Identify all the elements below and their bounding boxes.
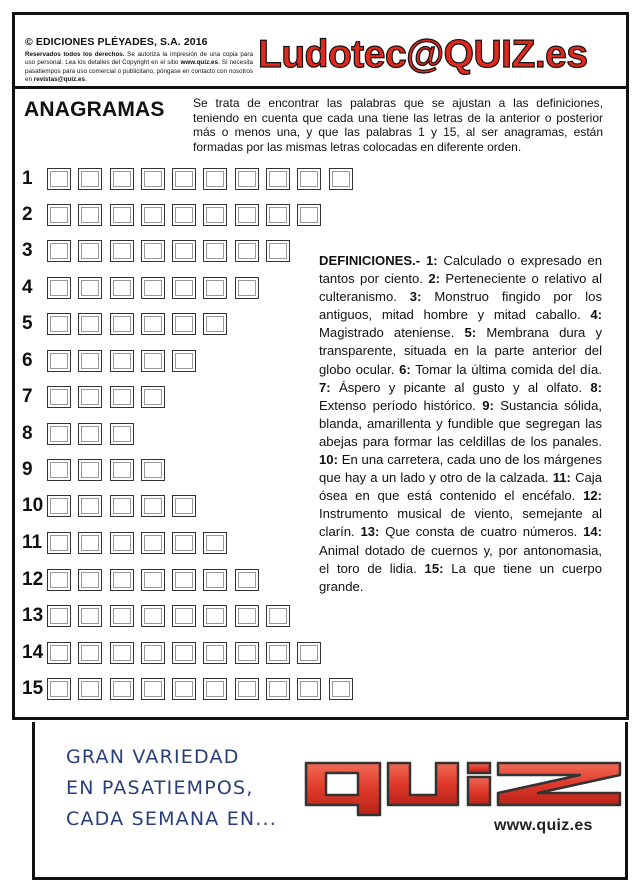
letter-box[interactable]	[78, 386, 102, 408]
letter-box[interactable]	[78, 277, 102, 299]
answer-row	[47, 605, 297, 627]
letter-box[interactable]	[47, 569, 71, 591]
row-number: 9	[22, 459, 33, 480]
letter-box[interactable]	[110, 423, 134, 445]
letter-box[interactable]	[78, 495, 102, 517]
letter-box[interactable]	[47, 350, 71, 372]
definition-text: Tomar la última comida del día.	[410, 361, 602, 377]
letter-box[interactable]	[297, 678, 321, 700]
letter-box[interactable]	[235, 678, 259, 700]
letter-box[interactable]	[235, 569, 259, 591]
row-number: 8	[22, 423, 33, 444]
letter-box[interactable]	[235, 605, 259, 627]
answer-row	[47, 277, 266, 299]
letter-box[interactable]	[172, 569, 196, 591]
definition-text: Monstruo fingido por los antiguos, mitad hombre y mitad caballo.	[319, 289, 602, 323]
letter-box[interactable]	[203, 678, 227, 700]
puzzle-title: ANAGRAMAS	[24, 98, 165, 121]
letter-box[interactable]	[47, 386, 71, 408]
letter-box[interactable]	[47, 605, 71, 627]
letter-box[interactable]	[141, 313, 165, 335]
letter-box[interactable]	[47, 168, 71, 190]
letter-box[interactable]	[78, 204, 102, 226]
definition-text: Caja ósea en que está contenido el encéfalo.	[319, 470, 603, 504]
answer-row	[47, 532, 235, 554]
row-number: 7	[22, 386, 33, 407]
ad-line: EN PASATIEMPOS,	[66, 777, 254, 799]
letter-box[interactable]	[266, 204, 290, 226]
definitions-list	[319, 253, 602, 594]
letter-box[interactable]	[172, 605, 196, 627]
letter-box[interactable]	[141, 386, 165, 408]
letter-box[interactable]	[110, 495, 134, 517]
definition-number: 4:	[580, 307, 602, 323]
letter-box[interactable]	[266, 678, 290, 700]
letter-box[interactable]	[47, 495, 71, 517]
letter-box[interactable]	[235, 642, 259, 664]
answer-row	[47, 459, 172, 481]
answer-row	[47, 495, 203, 517]
definition-number: 14:	[577, 524, 603, 540]
row-number: 2	[22, 204, 33, 225]
letter-box[interactable]	[203, 204, 227, 226]
definition-number: 9:	[475, 397, 494, 413]
letter-box[interactable]	[141, 240, 165, 262]
letter-box[interactable]	[203, 277, 227, 299]
letter-box[interactable]	[203, 240, 227, 262]
letter-box[interactable]	[47, 678, 71, 700]
letter-box[interactable]	[110, 240, 134, 262]
definitions-block	[319, 252, 602, 596]
letter-box[interactable]	[110, 313, 134, 335]
definition-number: 6:	[394, 361, 411, 377]
letter-box[interactable]	[141, 277, 165, 299]
letter-box[interactable]	[78, 168, 102, 190]
letter-box[interactable]	[110, 642, 134, 664]
answer-row	[47, 350, 203, 372]
letter-box[interactable]	[47, 532, 71, 554]
letter-box[interactable]	[47, 459, 71, 481]
letter-box[interactable]	[141, 459, 165, 481]
letter-box[interactable]	[203, 605, 227, 627]
letter-box[interactable]	[172, 642, 196, 664]
definition-number: 10:	[319, 452, 338, 468]
letter-box[interactable]	[172, 277, 196, 299]
letter-box[interactable]	[266, 605, 290, 627]
answer-row	[47, 386, 172, 408]
letter-box[interactable]	[141, 532, 165, 554]
row-number: 14	[22, 642, 44, 663]
letter-box[interactable]	[47, 423, 71, 445]
letter-box[interactable]	[78, 532, 102, 554]
letter-box[interactable]	[78, 350, 102, 372]
letter-box[interactable]	[172, 168, 196, 190]
definition-text: Magistrado ateniense.	[319, 325, 455, 341]
letter-box[interactable]	[329, 678, 353, 700]
letter-box[interactable]	[172, 678, 196, 700]
definition-text: Que consta de cuatro números.	[379, 524, 578, 540]
definition-number: 12:	[575, 488, 603, 504]
definition-text: La que tiene un cuerpo grande.	[319, 560, 602, 594]
row-number: 5	[22, 313, 33, 334]
definition-text: Sustancia sólida, blanda, amarillenta y fundible que segregan las abejas para formar las celdillas de los panales.	[319, 397, 603, 449]
definition-text: Extenso período histórico.	[319, 397, 476, 413]
letter-box[interactable]	[47, 277, 71, 299]
row-number: 1	[22, 168, 33, 189]
letter-box[interactable]	[78, 605, 102, 627]
letter-box[interactable]	[172, 495, 196, 517]
letter-box[interactable]	[297, 168, 321, 190]
letter-box[interactable]	[266, 642, 290, 664]
answer-row	[47, 678, 360, 700]
letter-box[interactable]	[78, 678, 102, 700]
row-number: 4	[22, 277, 33, 298]
letter-box[interactable]	[297, 642, 321, 664]
letter-box[interactable]	[78, 423, 102, 445]
letter-box[interactable]	[110, 168, 134, 190]
letter-box[interactable]	[110, 459, 134, 481]
letter-box[interactable]	[110, 350, 134, 372]
quiz-logo	[302, 757, 624, 817]
answer-row	[47, 313, 235, 335]
letter-box[interactable]	[172, 240, 196, 262]
definition-text: Áspero y picante al gusto y al olfato.	[330, 379, 583, 395]
letter-box[interactable]	[141, 168, 165, 190]
row-number: 15	[22, 678, 44, 699]
definition-text: Animal dotado de cuernos y, por antonomasia, el toro de lidia.	[319, 542, 602, 576]
letter-box[interactable]	[329, 168, 353, 190]
rights-notice: Reservados todos los derechos. Se autoriza la impresión de una copia para uso personal. Lea los detalles del Copyright en el sitio www.quiz.es. Si necesita pasatiempos para uso comercial o publicitario, póngase en contacto con nosotros en revistas@quiz.es.	[25, 51, 254, 84]
letter-box[interactable]	[203, 313, 227, 335]
letter-box[interactable]	[47, 642, 71, 664]
answer-row	[47, 240, 297, 262]
copyright-block	[25, 36, 253, 85]
ad-slogan	[66, 742, 277, 835]
letter-box[interactable]	[78, 569, 102, 591]
letter-box[interactable]	[110, 569, 134, 591]
letter-box[interactable]	[235, 277, 259, 299]
letter-box[interactable]	[78, 459, 102, 481]
letter-box[interactable]	[203, 168, 227, 190]
letter-box[interactable]	[47, 313, 71, 335]
header-divider	[15, 86, 626, 89]
letter-box[interactable]	[78, 642, 102, 664]
definition-text: Membrana dura y transparente, situada en la parte anterior del globo ocular.	[319, 325, 602, 377]
definitions-heading: DEFINICIONES.-	[319, 253, 421, 268]
letter-box[interactable]	[172, 313, 196, 335]
definition-text: En una carretera, cada uno de los márgenes que hay a un lado y otro de la calzada.	[319, 452, 602, 486]
letter-box[interactable]	[110, 277, 134, 299]
letter-box[interactable]	[203, 569, 227, 591]
letter-box[interactable]	[203, 642, 227, 664]
letter-box[interactable]	[141, 605, 165, 627]
definition-text: Calculado o expresado en tantos por ciento.	[319, 253, 603, 287]
answer-row	[47, 569, 266, 591]
answer-row	[47, 204, 329, 226]
definition-number: 11:	[548, 470, 571, 486]
answer-row	[47, 423, 141, 445]
ad-line: GRAN VARIEDAD	[66, 746, 240, 768]
row-number: 6	[22, 350, 33, 371]
definition-number: 15:	[416, 560, 444, 576]
letter-box[interactable]	[141, 642, 165, 664]
definition-text: Instrumento musical de viento, semejante al clarín.	[319, 506, 602, 540]
definition-number: 13:	[354, 524, 380, 540]
letter-box[interactable]	[141, 495, 165, 517]
ad-line: CADA SEMANA EN...	[66, 808, 278, 830]
copyright-line: © EDICIONES PLÉYADES, S.A. 2016	[25, 36, 208, 48]
letter-box[interactable]	[172, 532, 196, 554]
letter-box[interactable]	[78, 313, 102, 335]
letter-box[interactable]	[78, 240, 102, 262]
letter-box[interactable]	[297, 204, 321, 226]
row-number: 12	[22, 569, 44, 590]
letter-box[interactable]	[141, 350, 165, 372]
row-number: 13	[22, 605, 44, 626]
definition-number: 8:	[582, 379, 603, 395]
letter-box[interactable]	[110, 386, 134, 408]
definition-number: 2:	[422, 271, 440, 287]
definition-number: 3:	[396, 289, 422, 305]
letter-box[interactable]	[235, 204, 259, 226]
row-number: 3	[22, 240, 33, 261]
definition-number: 7:	[319, 379, 331, 395]
letter-box[interactable]	[110, 605, 134, 627]
row-number: 10	[22, 495, 44, 516]
letter-box[interactable]	[110, 204, 134, 226]
letter-box[interactable]	[266, 168, 290, 190]
letter-box[interactable]	[141, 569, 165, 591]
answer-row	[47, 168, 360, 190]
letter-box[interactable]	[203, 532, 227, 554]
definition-number: 5:	[454, 325, 477, 341]
letter-box[interactable]	[235, 168, 259, 190]
definition-number: 1:	[425, 253, 438, 268]
letter-box[interactable]	[172, 350, 196, 372]
letter-box[interactable]	[172, 204, 196, 226]
letter-box[interactable]	[141, 678, 165, 700]
letter-box[interactable]	[110, 678, 134, 700]
letter-box[interactable]	[47, 240, 71, 262]
puzzle-instructions: Se trata de encontrar las palabras que se ajustan a las definiciones, teniendo en cuenta que cada una tiene las letras de la anterior o posterior más o menos una, y que las palabras 1 y 15, al ser anagramas, están formadas por las mismas letras colocadas en diferente orden.	[193, 96, 603, 154]
letter-box[interactable]	[266, 240, 290, 262]
brand-logo: Ludotec@QUIZ.es	[258, 33, 588, 76]
letter-box[interactable]	[47, 204, 71, 226]
letter-box[interactable]	[141, 204, 165, 226]
answer-row	[47, 642, 329, 664]
row-number: 11	[22, 532, 43, 553]
site-url: www.quiz.es	[494, 817, 593, 834]
letter-box[interactable]	[235, 240, 259, 262]
definition-text: Perteneciente o relativo al culteranismo.	[319, 271, 603, 305]
letter-box[interactable]	[110, 532, 134, 554]
